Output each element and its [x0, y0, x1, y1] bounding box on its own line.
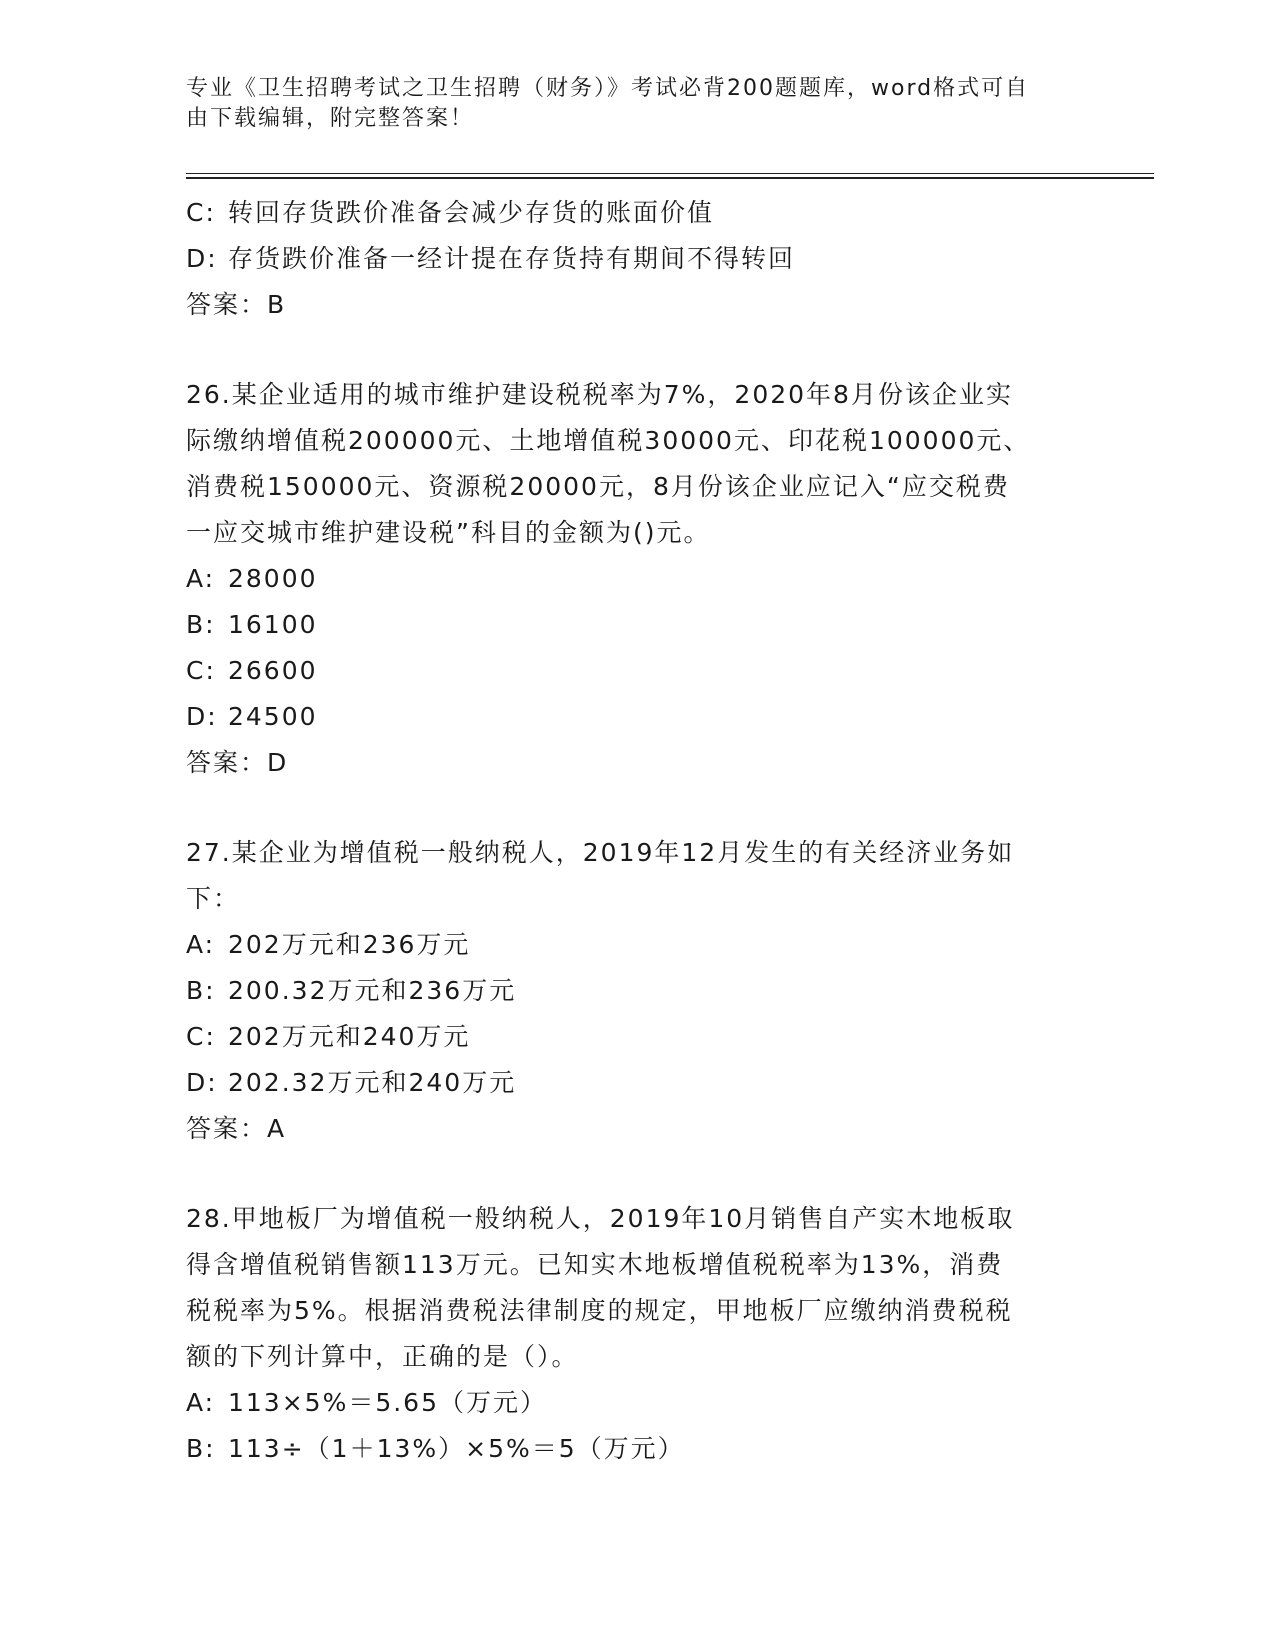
question-text-line: 27.某企业为增值税一般纳税人，2019年12月发生的有关经济业务如	[186, 838, 1015, 867]
option-a	[186, 1380, 1086, 1426]
option-text: 28000	[228, 564, 318, 593]
option-d	[186, 694, 1086, 740]
option-text: 113×5%＝5.65（万元）	[228, 1388, 547, 1417]
question-26	[186, 372, 1086, 786]
question-text-line: 下：	[186, 884, 241, 913]
option-d	[186, 236, 1086, 282]
header-line-2: 由下载编辑，附完整答案！	[186, 106, 475, 131]
option-label: A:	[186, 1388, 216, 1417]
question-text-line: 一应交城市维护建设税”科目的金额为()元。	[186, 518, 711, 547]
option-text: 存货跌价准备一经计提在存货持有期间不得转回	[228, 244, 796, 273]
question-text-line: 28.甲地板厂为增值税一般纳税人，2019年10月销售自产实木地板取	[186, 1204, 1015, 1233]
option-text: 16100	[228, 610, 318, 639]
option-b	[186, 968, 1086, 1014]
option-label: C:	[186, 198, 216, 227]
question-text-line: 际缴纳增值税200000元、土地增值税30000元、印花税100000元、	[186, 426, 1031, 455]
document-header	[186, 74, 1076, 134]
option-label: D:	[186, 244, 218, 273]
option-label: A:	[186, 564, 216, 593]
question-text-line: 税税率为5%。根据消费税法律制度的规定，甲地板厂应缴纳消费税税	[186, 1296, 1013, 1325]
header-divider-thick	[186, 177, 1154, 179]
option-b	[186, 1426, 1086, 1472]
question-text-line: 得含增值税销售额113万元。已知实木地板增值税税率为13%，消费	[186, 1250, 1004, 1279]
question-27	[186, 830, 1086, 1152]
option-b	[186, 602, 1086, 648]
question-text-line: 消费税150000元、资源税20000元，8月份该企业应记入“应交税费	[186, 472, 1010, 501]
option-text: 202万元和236万元	[228, 930, 471, 959]
option-text: 24500	[228, 702, 318, 731]
option-text: 转回存货跌价准备会减少存货的账面价值	[228, 198, 715, 227]
question-28	[186, 1196, 1086, 1472]
answer: 答案：D	[186, 748, 289, 777]
option-label: B:	[186, 976, 216, 1005]
header-line-1: 专业《卫生招聘考试之卫生招聘（财务）》考试必背200题题库，word格式可自	[186, 76, 1030, 101]
option-label: A:	[186, 930, 216, 959]
prev-question	[186, 190, 1086, 328]
option-label: C:	[186, 656, 216, 685]
question-text-line: 额的下列计算中，正确的是（）。	[186, 1342, 579, 1371]
question-text-line: 26.某企业适用的城市维护建设税税率为7%，2020年8月份该企业实	[186, 380, 1013, 409]
option-label: D:	[186, 702, 218, 731]
answer: 答案：B	[186, 290, 287, 319]
spacer	[186, 786, 1086, 830]
option-c	[186, 1014, 1086, 1060]
option-c	[186, 190, 1086, 236]
option-text: 113÷（1＋13%）×5%＝5（万元）	[228, 1434, 685, 1463]
option-a	[186, 556, 1086, 602]
document-body	[186, 190, 1086, 1472]
option-text: 202万元和240万元	[228, 1022, 471, 1051]
option-text: 200.32万元和236万元	[228, 976, 517, 1005]
option-label: D:	[186, 1068, 218, 1097]
header-divider-thin	[186, 173, 1154, 174]
spacer	[186, 328, 1086, 372]
option-text: 202.32万元和240万元	[228, 1068, 517, 1097]
option-label: C:	[186, 1022, 216, 1051]
answer: 答案：A	[186, 1114, 287, 1143]
option-a	[186, 922, 1086, 968]
option-label: B:	[186, 1434, 216, 1463]
option-label: B:	[186, 610, 216, 639]
option-d	[186, 1060, 1086, 1106]
option-c	[186, 648, 1086, 694]
option-text: 26600	[228, 656, 318, 685]
spacer	[186, 1152, 1086, 1196]
